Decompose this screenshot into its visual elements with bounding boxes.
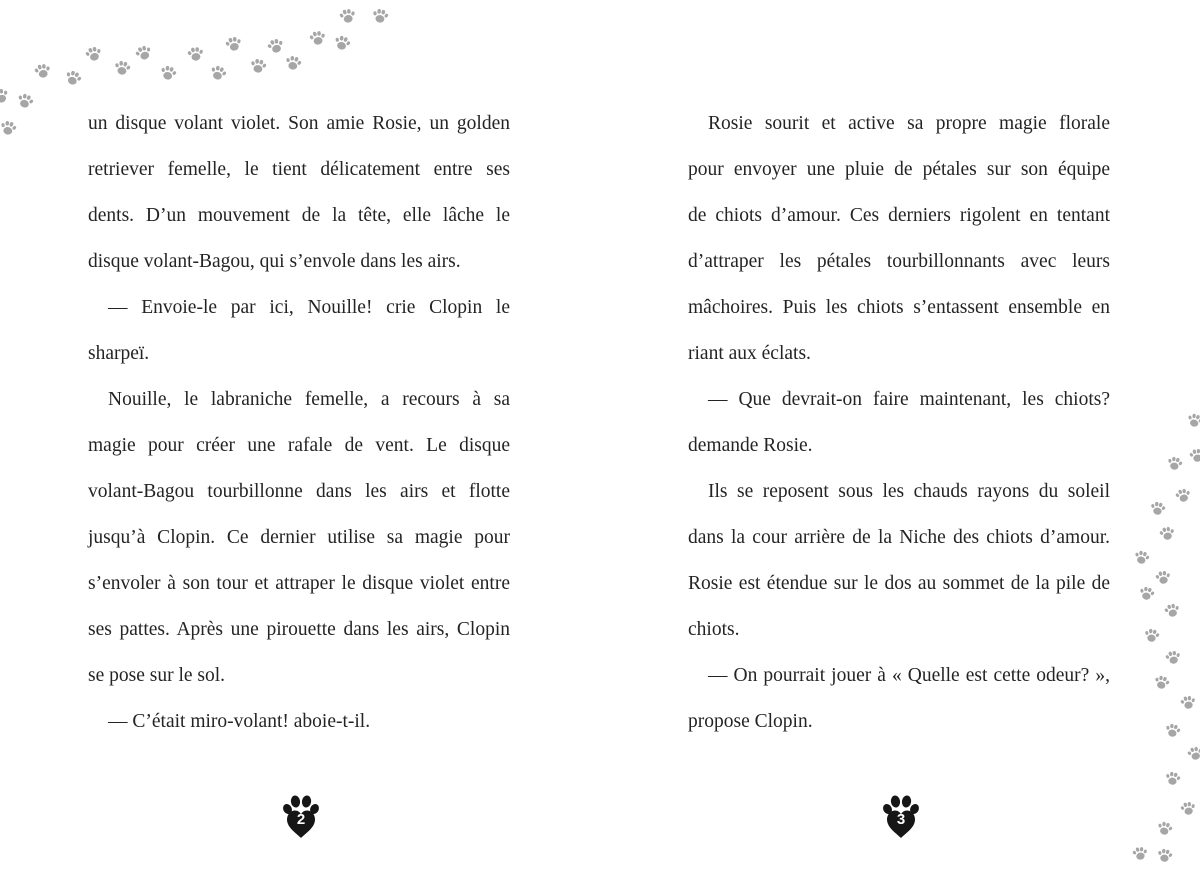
paragraph [88, 285, 510, 377]
text-line: se pose sur le sol. [88, 665, 226, 686]
paw-print-icon [1164, 721, 1183, 740]
page-number-right: 3 [896, 811, 906, 828]
paw-print-icon [0, 84, 11, 106]
paragraph [688, 653, 1110, 745]
paw-print-icon [307, 27, 327, 47]
paw-print-icon [1158, 524, 1177, 543]
paw-print-icon [1164, 769, 1183, 788]
paw-print-icon [337, 5, 357, 25]
paw-print-icon [14, 89, 35, 110]
text-line: retriever femelle, le tient délicatement entre ses [88, 159, 510, 180]
paragraph [688, 377, 1110, 469]
text-line: s’envoler à son tour et attraper le disque violet entre [88, 573, 510, 594]
text-line: de chiots d’amour. Ces derniers rigolent en tentant [688, 205, 1110, 226]
text-line: — Que devrait-on faire maintenant, les chiots? [708, 389, 1110, 410]
paw-print-icon [264, 34, 285, 55]
paragraph [88, 101, 510, 285]
text-line: un disque volant violet. Son amie Rosie, un golden [88, 113, 510, 134]
paw-print-icon [207, 61, 228, 82]
paw-print-icon [1179, 693, 1198, 712]
paw-print-icon [1188, 446, 1200, 465]
text-line: d’attraper les pétales tourbillonnants avec leurs [688, 251, 1110, 272]
text-line: jusqu’à Clopin. Ce dernier utilise sa magie pour [88, 527, 510, 548]
text-line: — Envoie-le par ici, Nouille! crie Clopin le [108, 297, 510, 318]
page-number-left: 2 [296, 811, 306, 828]
text-line: pour envoyer une pluie de pétales sur son équipe [688, 159, 1110, 180]
paw-print-icon [1152, 672, 1171, 691]
paw-print-icon [132, 41, 154, 63]
paragraph [88, 699, 510, 745]
text-line: riant aux éclats. [688, 343, 811, 364]
paw-print-icon [1162, 600, 1181, 619]
text-line: dans la cour arrière de la Niche des chiots d’amour. [688, 527, 1110, 548]
text-line: mâchoires. Puis les chiots s’entassent ensemble en [688, 297, 1110, 318]
paw-print-icon [1179, 799, 1198, 818]
paw-print-icon [112, 57, 132, 77]
paw-print-icon [223, 33, 244, 54]
text-line: demande Rosie. [688, 435, 813, 456]
paw-print-icon [1138, 584, 1157, 603]
text-line: propose Clopin. [688, 711, 813, 732]
text-line: chiots. [688, 619, 740, 640]
text-line: sharpeï. [88, 343, 150, 364]
text-line: Nouille, le labraniche femelle, a recours à sa [108, 389, 510, 410]
paw-print-icon [1131, 844, 1149, 862]
paw-print-icon [1185, 410, 1200, 430]
paw-print-icon [1173, 485, 1192, 504]
paw-print-icon [1132, 547, 1151, 566]
paw-print-icon [1154, 568, 1173, 587]
text-line: — On pourrait jouer à « Quelle est cette odeur? », [708, 665, 1110, 686]
paragraph [688, 101, 1110, 377]
paw-print-icon [1166, 454, 1185, 473]
paw-print-icon [1156, 846, 1175, 865]
text-line: dents. D’un mouvement de la tête, elle lâche le [88, 205, 510, 226]
text-line: disque volant-Bagou, qui s’envole dans les airs. [88, 251, 461, 272]
paw-print-icon [0, 117, 18, 137]
paw-print-icon [1185, 743, 1200, 762]
right-page-text [688, 101, 1110, 745]
paw-print-icon [370, 5, 390, 25]
paw-print-icon [331, 31, 352, 52]
text-line: magie pour créer une rafale de vent. Le disque [88, 435, 510, 456]
paragraph [88, 377, 510, 699]
paw-print-icon [248, 55, 268, 75]
paw-print-icon [32, 60, 52, 80]
page-number-badge-right [881, 793, 921, 840]
text-line: Ils se reposent sous les chauds rayons du soleil [708, 481, 1110, 502]
paw-print-icon [158, 62, 179, 83]
left-page-text [88, 101, 510, 745]
paw-print-icon [1155, 818, 1174, 837]
paw-print-icon [82, 42, 103, 63]
paw-print-icon [283, 52, 303, 72]
text-line: ses pattes. Après une pirouette dans les airs, Clopin [88, 619, 510, 640]
paw-print-icon [185, 43, 204, 62]
text-line: Rosie est étendue sur le dos au sommet de la pile de [688, 573, 1110, 594]
paw-print-icon [1143, 626, 1162, 645]
paw-print-icon [62, 66, 84, 88]
text-line: Rosie sourit et active sa propre magie florale [708, 113, 1110, 134]
paw-print-icon [1149, 499, 1168, 518]
paragraph [688, 469, 1110, 653]
text-line: volant-Bagou tourbillonne dans les airs et flotte [88, 481, 510, 502]
paw-print-icon [1164, 648, 1183, 667]
text-line: — C’était miro-volant! aboie-t-il. [108, 711, 371, 732]
page-number-badge-left [281, 793, 321, 840]
